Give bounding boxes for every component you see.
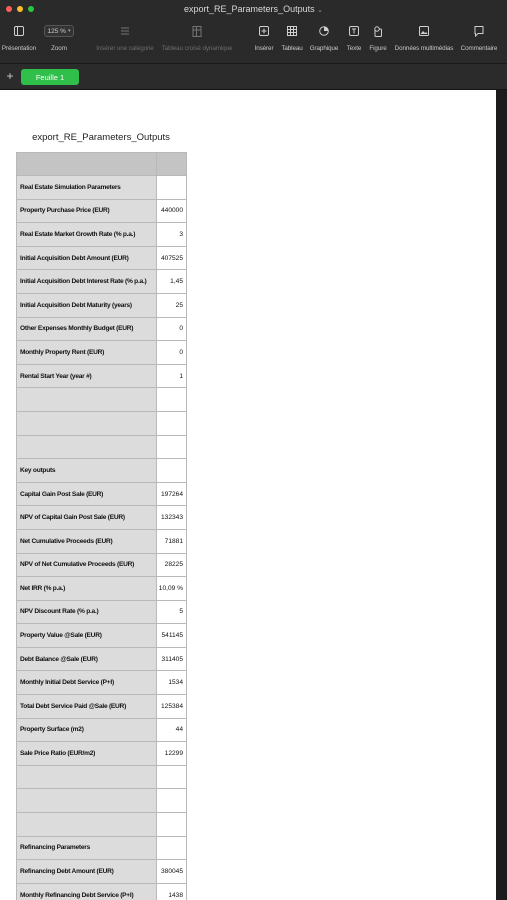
table-row	[17, 246, 187, 270]
row-label-cell[interactable]	[17, 388, 157, 412]
table-row	[17, 388, 187, 412]
chart-label: Graphique	[309, 45, 339, 52]
row-label-cell[interactable]: Total Debt Service Paid @Sale (EUR)	[17, 695, 157, 719]
row-value-cell[interactable]: 407525	[157, 246, 187, 270]
presentation-label: Présentation	[1, 45, 37, 52]
row-label-cell[interactable]: Real Estate Simulation Parameters	[17, 176, 157, 200]
comment-icon	[474, 24, 484, 38]
pivot-table-icon	[192, 24, 202, 38]
row-label-cell[interactable]: Property Purchase Price (EUR)	[17, 199, 157, 223]
table-row	[17, 742, 187, 766]
add-category-button[interactable]	[97, 24, 153, 52]
toolbar	[0, 24, 507, 64]
shape-icon	[373, 24, 383, 38]
table-row	[17, 624, 187, 648]
row-value-cell[interactable]	[157, 836, 187, 860]
row-label-cell[interactable]	[17, 813, 157, 837]
row-value-cell[interactable]: 125384	[157, 695, 187, 719]
table-row	[17, 482, 187, 506]
text-box-icon	[349, 24, 359, 38]
table-row	[17, 529, 187, 553]
row-label-cell[interactable]: Property Value @Sale (EUR)	[17, 624, 157, 648]
row-label-cell[interactable]: NPV of Capital Gain Post Sale (EUR)	[17, 506, 157, 530]
table-row	[17, 883, 187, 900]
insert-label: Insérer	[254, 45, 274, 52]
table-row	[17, 647, 187, 671]
pie-chart-icon	[319, 24, 329, 38]
row-label-cell[interactable]: Refinancing Debt Amount (EUR)	[17, 860, 157, 884]
table-label: Tableau	[281, 45, 303, 52]
row-value-cell[interactable]	[157, 411, 187, 435]
row-label-cell[interactable]: Key outputs	[17, 459, 157, 483]
photo-icon	[419, 24, 429, 38]
insert-icon	[259, 24, 269, 38]
row-value-cell[interactable]	[157, 176, 187, 200]
row-value-cell[interactable]: 132343	[157, 506, 187, 530]
row-label-cell[interactable]: Initial Acquisition Debt Amount (EUR)	[17, 246, 157, 270]
row-label-cell[interactable]: Other Expenses Monthly Budget (EUR)	[17, 317, 157, 341]
row-label-cell[interactable]: Initial Acquisition Debt Interest Rate (% p.a.)	[17, 270, 157, 294]
text-button[interactable]	[344, 24, 364, 52]
row-value-cell[interactable]: 197264	[157, 482, 187, 506]
table-row	[17, 695, 187, 719]
row-value-cell[interactable]: 5	[157, 600, 187, 624]
row-label-cell[interactable]: Real Estate Market Growth Rate (% p.a.)	[17, 223, 157, 247]
table-row	[17, 860, 187, 884]
table-row	[17, 176, 187, 200]
row-value-cell[interactable]	[157, 153, 187, 176]
chart-button[interactable]	[309, 24, 339, 52]
add-category-label: Insérer une catégorie	[96, 45, 154, 52]
row-label-cell[interactable]: Monthly Initial Debt Service (P+I)	[17, 671, 157, 695]
media-button[interactable]	[395, 24, 453, 52]
window-edge	[496, 90, 507, 900]
row-value-cell[interactable]: 0	[157, 317, 187, 341]
table-row	[17, 718, 187, 742]
table-row	[17, 813, 187, 837]
table-row	[17, 411, 187, 435]
zoom-select[interactable]	[44, 25, 74, 37]
comment-label: Commentaire	[460, 45, 498, 52]
title-chevron-icon: ⌄	[317, 7, 323, 14]
row-value-cell[interactable]	[157, 765, 187, 789]
row-label-cell[interactable]: Monthly Refinancing Debt Service (P+I)	[17, 883, 157, 900]
sheet-tab-bar	[0, 64, 507, 90]
row-label-cell[interactable]: Capital Gain Post Sale (EUR)	[17, 482, 157, 506]
insert-button[interactable]	[254, 24, 274, 52]
table-row	[17, 553, 187, 577]
row-value-cell[interactable]: 541145	[157, 624, 187, 648]
row-label-cell[interactable]: Property Surface (m2)	[17, 718, 157, 742]
row-value-cell[interactable]: 380045	[157, 860, 187, 884]
row-value-cell[interactable]: 0	[157, 341, 187, 365]
table-row	[17, 789, 187, 813]
table-row	[17, 341, 187, 365]
row-value-cell[interactable]	[157, 789, 187, 813]
add-sheet-button[interactable]: +	[6, 69, 14, 83]
row-value-cell[interactable]: 10,09 %	[157, 577, 187, 601]
zoom-control[interactable]	[44, 24, 74, 52]
row-value-cell[interactable]: 44	[157, 718, 187, 742]
table-row	[17, 435, 187, 459]
row-value-cell[interactable]: 311405	[157, 647, 187, 671]
row-value-cell[interactable]	[157, 435, 187, 459]
table-row	[17, 153, 187, 176]
pivot-table-button[interactable]	[162, 24, 232, 52]
tab-sheet-1[interactable]	[21, 69, 79, 85]
row-value-cell[interactable]	[157, 459, 187, 483]
table-row	[17, 270, 187, 294]
row-label-cell[interactable]: Rental Start Year (year #)	[17, 364, 157, 388]
row-value-cell[interactable]: 1534	[157, 671, 187, 695]
row-value-cell[interactable]: 1438	[157, 883, 187, 900]
document-title[interactable]	[0, 4, 507, 14]
table-row	[17, 459, 187, 483]
tab-sheet-1-label: Feuille 1	[35, 72, 65, 82]
row-value-cell[interactable]: 71881	[157, 529, 187, 553]
media-label: Données multimédias	[394, 45, 454, 52]
table-row	[17, 223, 187, 247]
window-titlebar	[0, 0, 507, 64]
table-icon	[287, 24, 297, 38]
shape-label: Figure	[369, 45, 387, 52]
row-value-cell[interactable]: 440000	[157, 199, 187, 223]
row-label-cell[interactable]: Debt Balance @Sale (EUR)	[17, 647, 157, 671]
sheet-canvas[interactable]	[0, 90, 496, 900]
row-value-cell[interactable]	[157, 388, 187, 412]
data-table[interactable]	[16, 152, 187, 900]
row-value-cell[interactable]: 12299	[157, 742, 187, 766]
shape-button[interactable]	[368, 24, 388, 52]
row-label-cell[interactable]	[17, 435, 157, 459]
presentation-button[interactable]	[1, 24, 37, 52]
row-label-cell[interactable]	[17, 789, 157, 813]
table-title[interactable]: export_RE_Parameters_Outputs	[32, 132, 170, 143]
row-label-cell[interactable]: NPV Discount Rate (% p.a.)	[17, 600, 157, 624]
table-row	[17, 765, 187, 789]
row-label-cell[interactable]: Net Cumulative Proceeds (EUR)	[17, 529, 157, 553]
row-label-cell[interactable]	[17, 765, 157, 789]
row-label-cell[interactable]: Initial Acquisition Debt Maturity (years)	[17, 293, 157, 317]
row-label-cell[interactable]: Refinancing Parameters	[17, 836, 157, 860]
table-row	[17, 293, 187, 317]
row-label-cell[interactable]: Monthly Property Rent (EUR)	[17, 341, 157, 365]
row-label-cell[interactable]	[17, 153, 157, 176]
zoom-value: 125 %	[47, 27, 66, 35]
table-row	[17, 577, 187, 601]
row-value-cell[interactable]: 25	[157, 293, 187, 317]
row-label-cell[interactable]: NPV of Net Cumulative Proceeds (EUR)	[17, 553, 157, 577]
row-value-cell[interactable]: 3	[157, 223, 187, 247]
table-row	[17, 364, 187, 388]
row-label-cell[interactable]: Sale Price Ratio (EUR/m2)	[17, 742, 157, 766]
table-row	[17, 199, 187, 223]
table-row	[17, 600, 187, 624]
row-value-cell[interactable]	[157, 813, 187, 837]
row-value-cell[interactable]: 1,45	[157, 270, 187, 294]
table-row	[17, 836, 187, 860]
sidebar-icon	[14, 24, 24, 38]
row-label-cell[interactable]: Net IRR (% p.a.)	[17, 577, 157, 601]
list-icon	[120, 24, 130, 38]
chevron-down-icon: ▾	[67, 28, 71, 34]
row-value-cell[interactable]: 1	[157, 364, 187, 388]
table-row	[17, 317, 187, 341]
document-title-text: export_RE_Parameters_Outputs	[184, 4, 315, 14]
table-row	[17, 671, 187, 695]
text-label: Texte	[346, 45, 362, 52]
row-value-cell[interactable]: 28225	[157, 553, 187, 577]
table-row	[17, 506, 187, 530]
table-button[interactable]	[281, 24, 303, 52]
zoom-label: Zoom	[51, 45, 67, 52]
row-label-cell[interactable]	[17, 411, 157, 435]
pivot-table-label: Tableau croisé dynamique	[161, 45, 233, 52]
comment-button[interactable]	[459, 24, 499, 52]
